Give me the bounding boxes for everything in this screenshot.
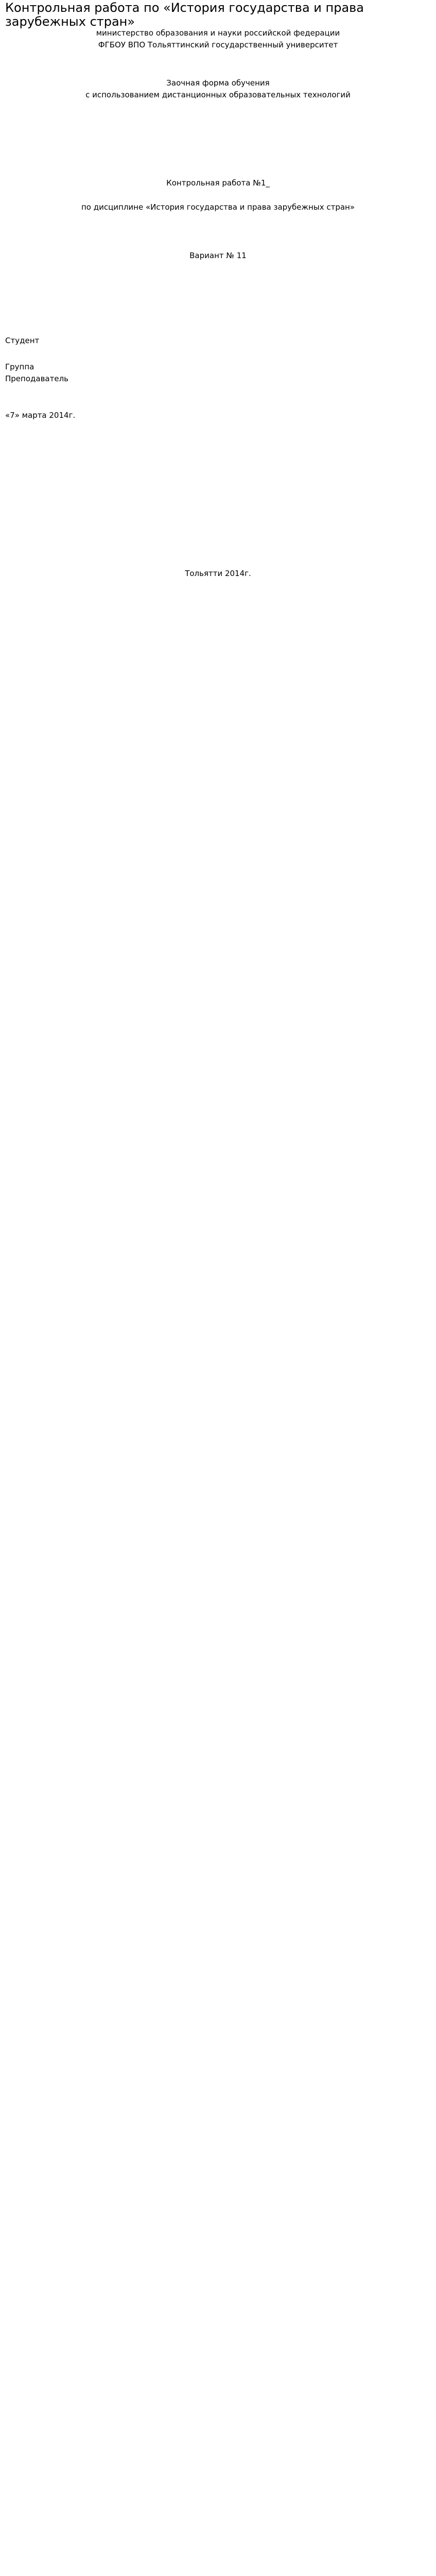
group-label: Группа <box>5 362 34 371</box>
study-form-line: Заочная форма обучения <box>166 78 270 88</box>
document-title: Контрольная работа по «История государства и права зарубежных стран» <box>5 1 364 29</box>
variant-line: Вариант № 11 <box>189 251 247 260</box>
university-line: ФГБОУ ВПО Тольяттинский государственный университет <box>98 40 338 49</box>
technologies-line: с использованием дистанционных образовательных технологий <box>85 90 351 99</box>
work-title: Контрольная работа №1_ <box>166 178 270 188</box>
ministry-line: министерство образования и науки российской федерации <box>96 28 340 38</box>
student-label: Студент <box>5 336 40 345</box>
teacher-label: Преподаватель <box>5 374 69 383</box>
document-page <box>0 0 436 578</box>
city-year-line: Тольятти 2014г. <box>185 569 251 578</box>
discipline-line: по дисциплине «История государства и права зарубежных стран» <box>81 202 355 212</box>
date-line: «7» марта 2014г. <box>5 411 76 420</box>
